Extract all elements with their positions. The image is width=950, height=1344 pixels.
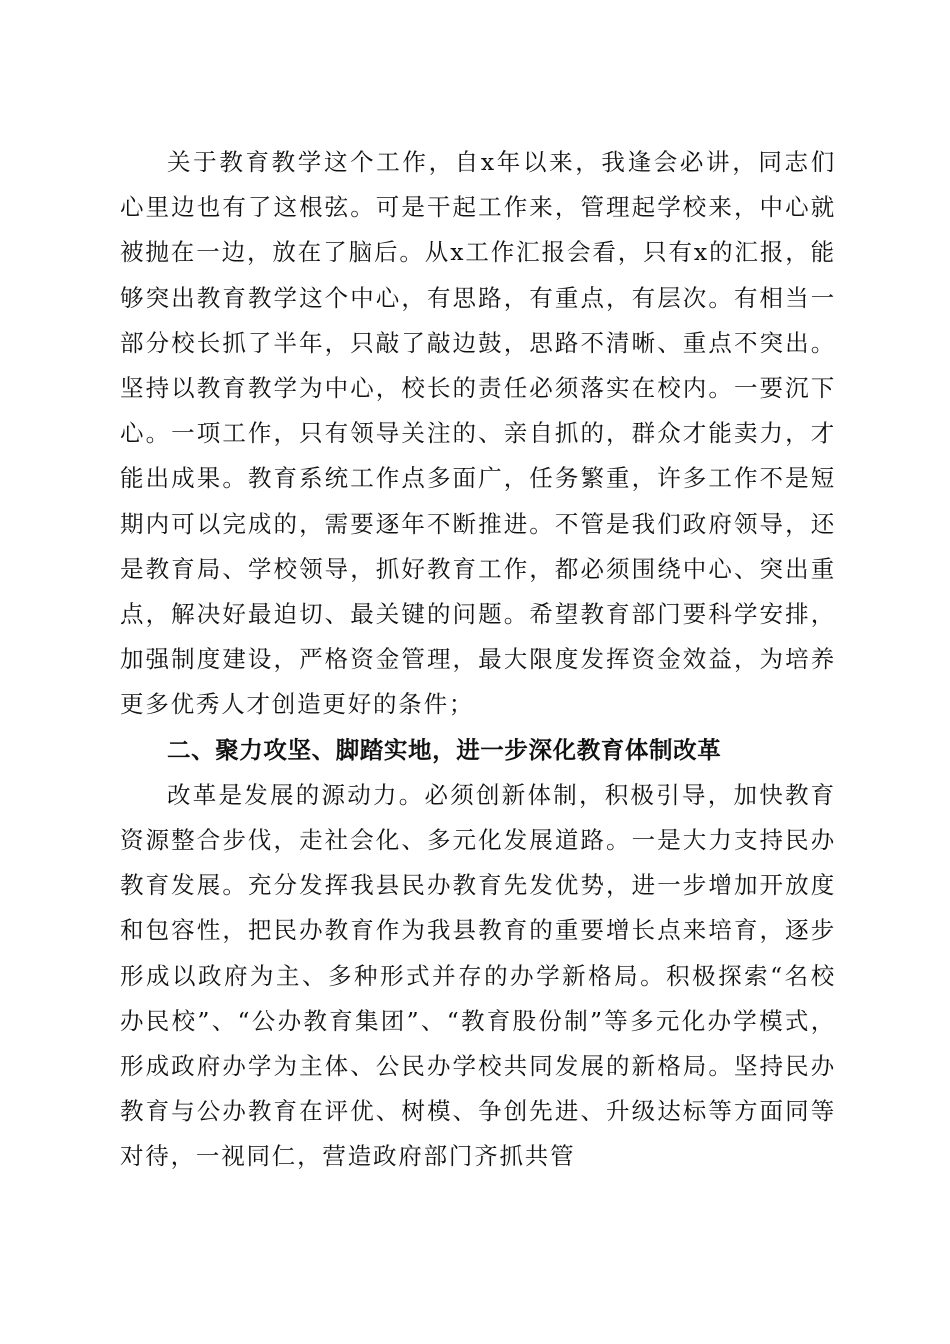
section-heading-reform: 二、聚力攻坚、脚踏实地，进一步深化教育体制改革 — [167, 735, 722, 764]
body-paragraph-reform: 改革是发展的源动力。必须创新体制，积极引导，加快教育资源整合步伐，走社会化、多元化发展道路。一是大力支持民办教育发展。充分发挥我县民办教育先发优势，进一步增加开放度和包容性，把民办教育作为我县教育的重要增长点来培育，逐步形成以政府为主、多种形式并存的办学新格局。积极探索“名校办民校”、“公办教育集团”、“教育股份制”等多元化办学模式，形成政府办学为主体、公民办学校共同发展的新格局。坚持民办教育与公办教育在评优、树模、争创先进、升级达标等方面同等对待，一视同仁，营造政府部门齐抓共管 — [120, 780, 836, 1171]
document-body — [120, 140, 836, 1180]
body-paragraph-education-center: 关于教育教学这个工作，自x年以来，我逢会必讲，同志们心里边也有了这根弦。可是干起工作来，管理起学校来，中心就被抛在一边，放在了脑后。从x工作汇报会看，只有x的汇报，能够突出教育教学这个中心，有思路，有重点，有层次。有相当一部分校长抓了半年，只敲了敲边鼓，思路不清晰、重点不突出。坚持以教育教学为中心，校长的责任必须落实在校内。一要沉下心。一项工作，只有领导关注的、亲自抓的，群众才能卖力，才能出成果。教育系统工作点多面广，任务繁重，许多工作不是短期内可以完成的，需要逐年不断推进。不管是我们政府领导，还是教育局、学校领导，抓好教育工作，都必须围绕中心、突出重点，解决好最迫切、最关键的问题。希望教育部门要科学安排，加强制度建设，严格资金管理，最大限度发挥资金效益，为培养更多优秀人才创造更好的条件； — [120, 148, 836, 719]
